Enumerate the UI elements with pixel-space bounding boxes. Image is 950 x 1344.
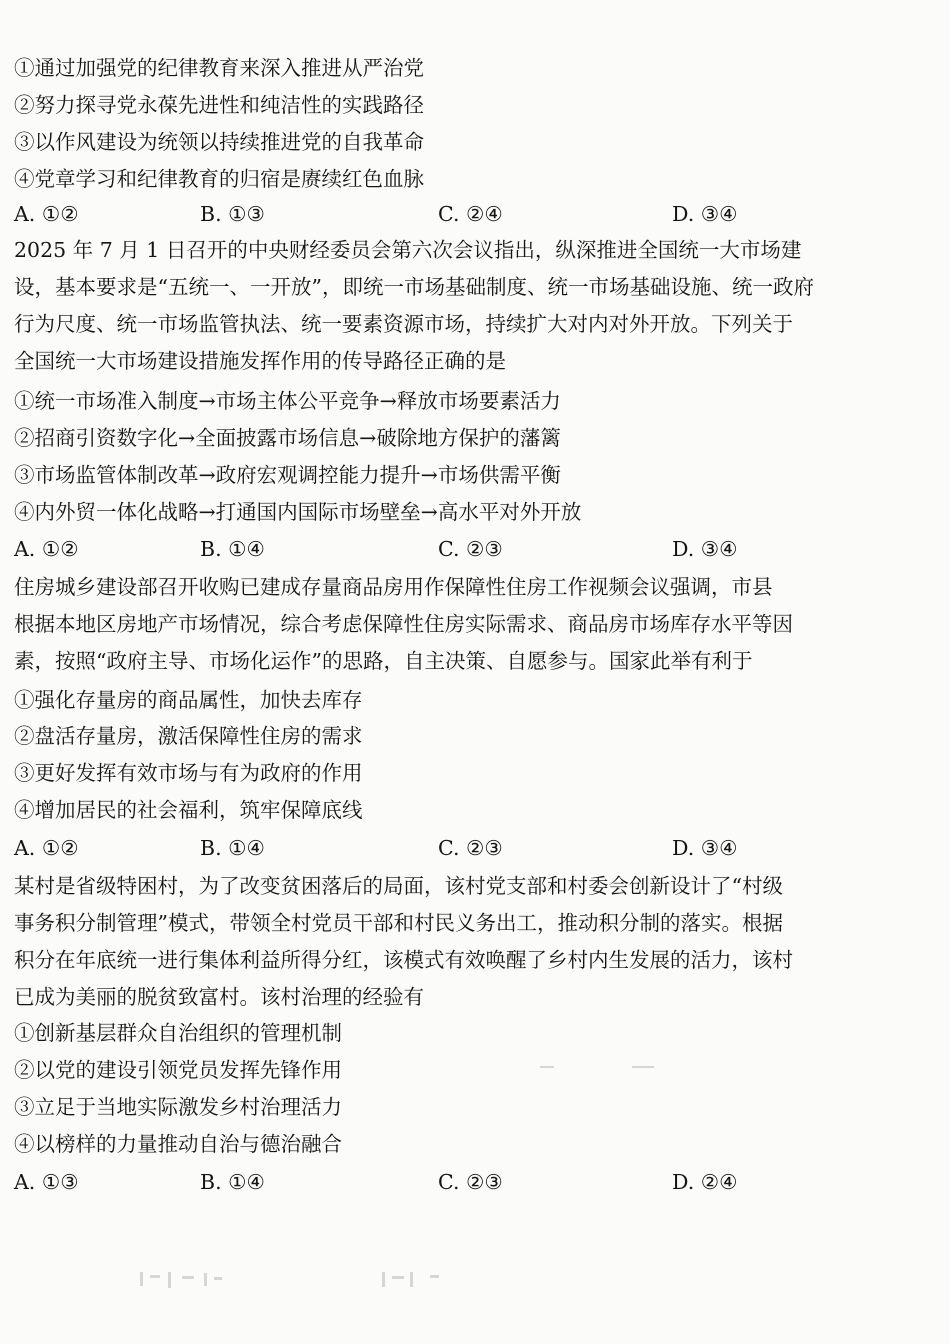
q1-statement-4: ④党章学习和纪律教育的归宿是赓续红色血脉 — [14, 167, 424, 191]
q2-statement-4: ④内外贸一体化战略→打通国内国际市场壁垒→高水平对外开放 — [14, 500, 582, 524]
q2-statement-2: ②招商引资数字化→全面披露市场信息→破除地方保护的藩篱 — [14, 426, 561, 450]
q2-option-c: C. ②③ — [438, 537, 503, 561]
q4-option-d: D. ②④ — [672, 1170, 738, 1194]
q1-option-a: A. ①② — [14, 202, 79, 226]
q4-statement-3: ③立足于当地实际激发乡村治理活力 — [14, 1095, 342, 1119]
q2-stem-line-4: 全国统一大市场建设措施发挥作用的传导路径正确的是 — [14, 349, 506, 373]
q1-option-c: C. ②④ — [438, 202, 503, 226]
q3-statement-4: ④增加居民的社会福利，筑牢保障底线 — [14, 798, 363, 822]
q2-statement-1: ①统一市场准入制度→市场主体公平竞争→释放市场要素活力 — [14, 389, 561, 413]
q4-statement-1: ①创新基层群众自治组织的管理机制 — [14, 1021, 342, 1045]
q3-option-c: C. ②③ — [438, 836, 503, 860]
q4-stem-line-2: 事务积分制管理”模式，带领全村党员干部和村民义务出工，推动积分制的落实。根据 — [14, 911, 783, 935]
q3-option-a: A. ①② — [14, 836, 79, 860]
q1-statement-3: ③以作风建设为统领以持续推进党的自我革命 — [14, 130, 424, 154]
q2-stem-line-1: 2025 年 7 月 1 日召开的中央财经委员会第六次会议指出，纵深推进全国统一大市场建 — [14, 238, 802, 262]
q4-option-b: B. ①④ — [200, 1170, 265, 1194]
q1-statement-2: ②努力探寻党永葆先进性和纯洁性的实践路径 — [14, 93, 424, 117]
q3-stem-line-1: 住房城乡建设部召开收购已建成存量商品房用作保障性住房工作视频会议强调，市县 — [14, 575, 773, 599]
q4-statement-4: ④以榜样的力量推动自治与德治融合 — [14, 1132, 342, 1156]
q4-option-a: A. ①③ — [14, 1170, 79, 1194]
q3-stem-line-2: 根据本地区房地产市场情况，综合考虑保障性住房实际需求、商品房市场库存水平等因 — [14, 612, 793, 636]
q1-statement-1: ①通过加强党的纪律教育来深入推进从严治党 — [14, 56, 424, 80]
q2-stem-line-3: 行为尺度、统一市场监管执法、统一要素资源市场，持续扩大对内对外开放。下列关于 — [14, 312, 793, 336]
q3-stem-line-3: 素，按照“政府主导、市场化运作”的思路，自主决策、自愿参与。国家此举有利于 — [14, 649, 753, 673]
q2-option-b: B. ①④ — [200, 537, 265, 561]
q3-statement-1: ①强化存量房的商品属性，加快去库存 — [14, 688, 363, 712]
q2-statement-3: ③市场监管体制改革→政府宏观调控能力提升→市场供需平衡 — [14, 463, 561, 487]
q4-stem-line-1: 某村是省级特困村，为了改变贫困落后的局面，该村党支部和村委会创新设计了“村级 — [14, 874, 783, 898]
q4-option-c: C. ②③ — [438, 1170, 503, 1194]
q1-option-b: B. ①③ — [200, 202, 265, 226]
q2-stem-line-2: 设，基本要求是“五统一、一开放”，即统一市场基础制度、统一市场基础设施、统一政府 — [14, 275, 814, 299]
q1-option-d: D. ③④ — [672, 202, 738, 226]
q4-stem-line-4: 已成为美丽的脱贫致富村。该村治理的经验有 — [14, 985, 424, 1009]
q3-statement-3: ③更好发挥有效市场与有为政府的作用 — [14, 761, 363, 785]
q3-option-d: D. ③④ — [672, 836, 738, 860]
q4-statement-2: ②以党的建设引领党员发挥先锋作用 — [14, 1058, 342, 1082]
q4-stem-line-3: 积分在年底统一进行集体利益所得分红，该模式有效唤醒了乡村内生发展的活力，该村 — [14, 948, 793, 972]
q2-option-a: A. ①② — [14, 537, 79, 561]
q3-option-b: B. ①④ — [200, 836, 265, 860]
q2-option-d: D. ③④ — [672, 537, 738, 561]
q3-statement-2: ②盘活存量房，激活保障性住房的需求 — [14, 724, 363, 748]
